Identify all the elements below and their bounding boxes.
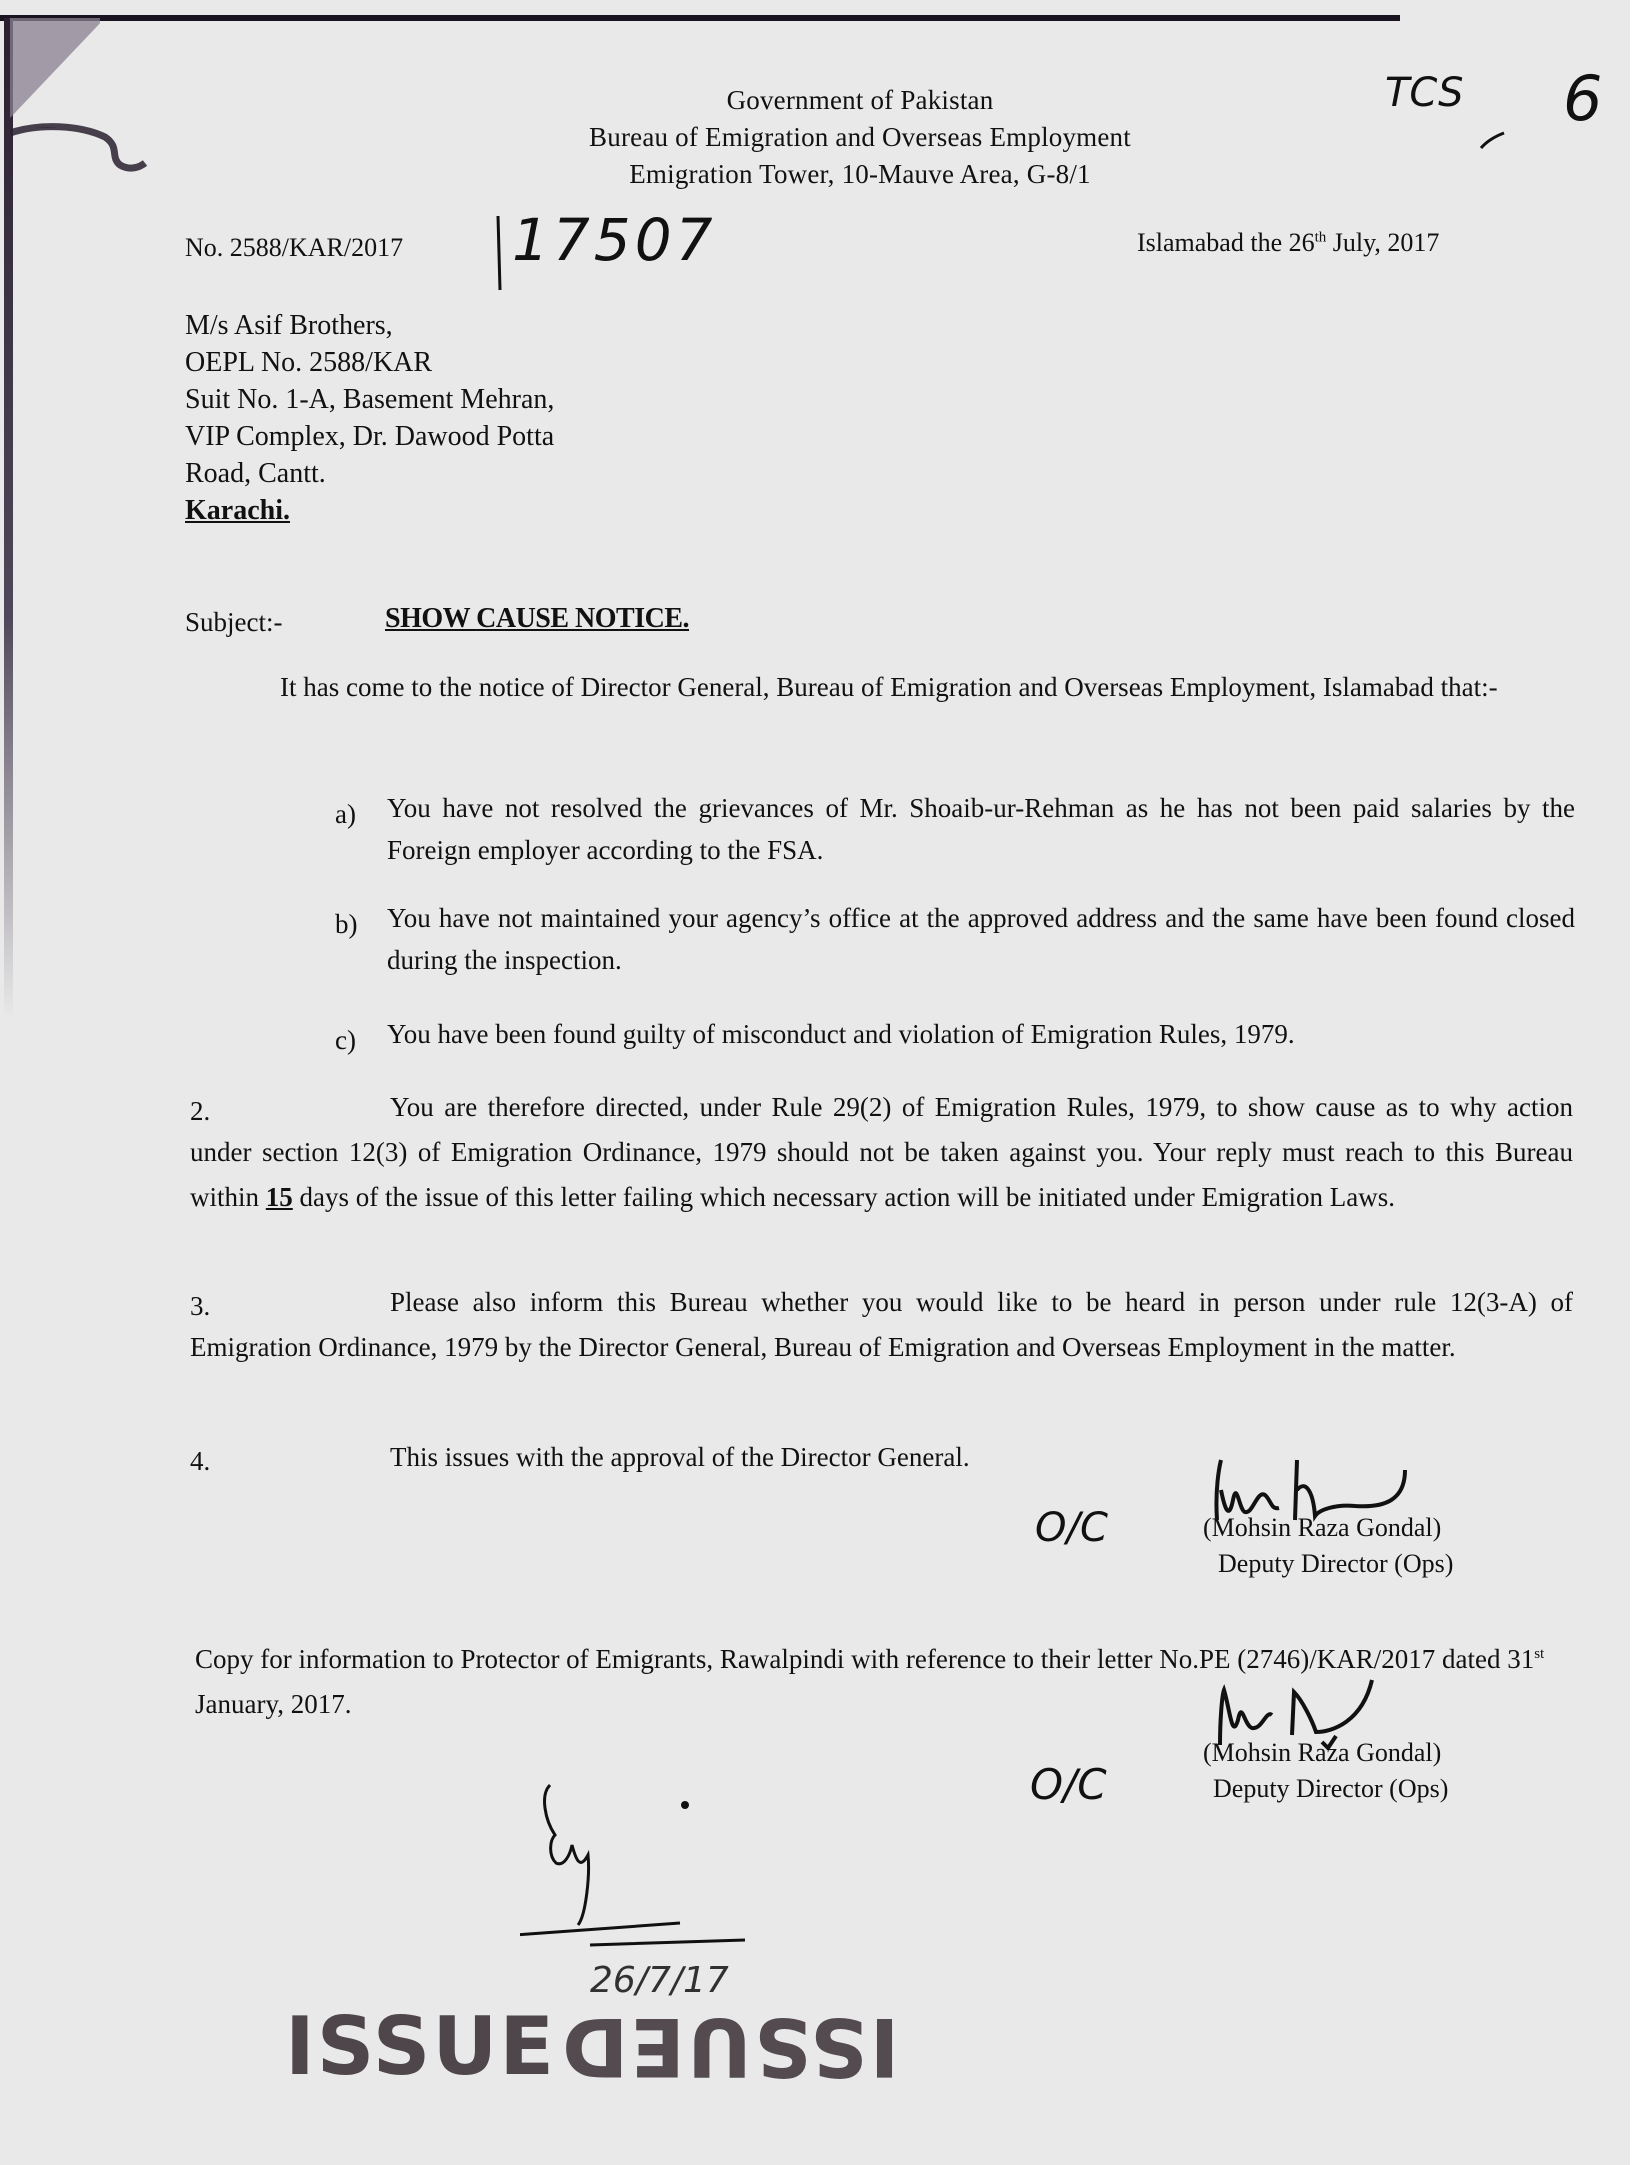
letter-date (1137, 228, 1439, 258)
item-label: c) (335, 1025, 356, 1055)
address-line: Suit No. 1-A, Basement Mehran, (185, 384, 555, 415)
paragraph-3 (190, 1280, 1573, 1370)
scan-top-border (0, 15, 1400, 21)
address-line: OEPL No. 2588/KAR (185, 347, 433, 378)
subject-label: Subject:- (185, 607, 283, 637)
signatory-title: Deputy Director (Ops) (1218, 1549, 1454, 1578)
item-label: b) (335, 909, 358, 939)
item-text: You have been found guilty of misconduct and violation of Emigration Rules, 1979. (387, 1019, 1295, 1049)
letterhead-address: Emigration Tower, 10-Mauve Area, G-8/1 (629, 159, 1091, 189)
item-text: You have not maintained your agency’s office at the approved address and the same have been found closed during the inspection. (387, 903, 1575, 975)
address-line: M/s Asif Brothers, (185, 310, 393, 341)
scan-right-edge (1630, 0, 1634, 2165)
copy-text: Copy for information to Protector of Emigrants, Rawalpindi with reference to their letter No.PE (2746)/KAR/2017 dated 31 (195, 1644, 1535, 1674)
paragraph-number: 4. (190, 1446, 211, 1476)
paragraph-text-part: days of the issue of this letter failing which necessary action will be initiated under Emigration Laws. (292, 1182, 1395, 1212)
address-line: Road, Cantt. (185, 458, 326, 489)
reply-days: 15 (265, 1182, 293, 1212)
copy-date-sup: st (1534, 1646, 1545, 1662)
handwritten-tcs: TCS (1385, 70, 1464, 116)
item-text: You have not resolved the grievances of Mr. Shoaib-ur-Rehman as he has not been paid salaries by the Foreign employer according to the FSA. (387, 793, 1575, 865)
handwritten-oc-mark-2: O/C (1030, 1760, 1107, 1809)
date-prefix: Islamabad the 26 (1137, 228, 1315, 257)
letterhead-government: Government of Pakistan (726, 85, 994, 115)
handwritten-divider (488, 212, 508, 294)
paragraph-text-part: You are therefore directed, under Rule 29(2) of Emigration Rules, 1979, to show cause as to why action under section 12(3) of Emigration Ordinance, 1979 should not be taken against you. Your reply must reach to this Bureau within (190, 1092, 1573, 1212)
handwritten-oc-mark: O/C (1035, 1505, 1108, 1551)
recipient-address (185, 307, 554, 529)
charge-item-a (335, 787, 1575, 871)
handwritten-stamp-date: 26/7/17 (590, 1960, 729, 2001)
charge-item-c (335, 1013, 1575, 1055)
signatory-name: (Mohsin Raza Gondal) (1203, 1513, 1442, 1542)
paragraph-2 (190, 1085, 1573, 1220)
handwritten-page-number: 6 (1563, 62, 1603, 135)
paragraph-number: 2. (190, 1096, 211, 1126)
handwritten-diary-number: 17507 (512, 206, 717, 274)
item-label: a) (335, 799, 356, 829)
charge-item-b (335, 897, 1575, 981)
paragraph-number: 3. (190, 1291, 211, 1321)
letterhead-bureau: Bureau of Emigration and Overseas Employment (589, 122, 1131, 152)
address-city: Karachi. (185, 495, 290, 526)
paragraph-text: Please also inform this Bureau whether you would like to be heard in person under rule 12(3-A) of Emigration Ordinance, 1979 by the Director General, Bureau of Emigration and Overseas Employment in the matter. (190, 1287, 1573, 1362)
paragraph-text: This issues with the approval of the Director General. (390, 1442, 970, 1472)
signatory-title: Deputy Director (Ops) (1213, 1774, 1449, 1803)
address-line: VIP Complex, Dr. Dawood Potta (185, 421, 555, 452)
paragraph-4 (190, 1435, 1140, 1480)
reference-number: No. 2588/KAR/2017 (185, 233, 404, 262)
issued-stamp-mirrored: ISSUED (560, 2000, 900, 2093)
paragraph-text (190, 1085, 1573, 1220)
copy-text-end: January, 2017. (195, 1689, 352, 1719)
signatory-block (1203, 1510, 1453, 1582)
date-month-year: July, 2017 (1326, 228, 1440, 257)
handwritten-dash (1478, 128, 1508, 152)
issue-stamp: ISSUE (285, 2000, 557, 2093)
signatory-name: (Mohsin Raza Gondal) (1203, 1738, 1442, 1767)
date-suffix-sup: th (1314, 229, 1327, 246)
intro-paragraph: It has come to the notice of Director General, Bureau of Emigration and Overseas Employment, Islamabad that:- (280, 672, 1498, 702)
subject-title: SHOW CAUSE NOTICE. (385, 603, 690, 634)
signatory-block-2 (1203, 1735, 1448, 1807)
